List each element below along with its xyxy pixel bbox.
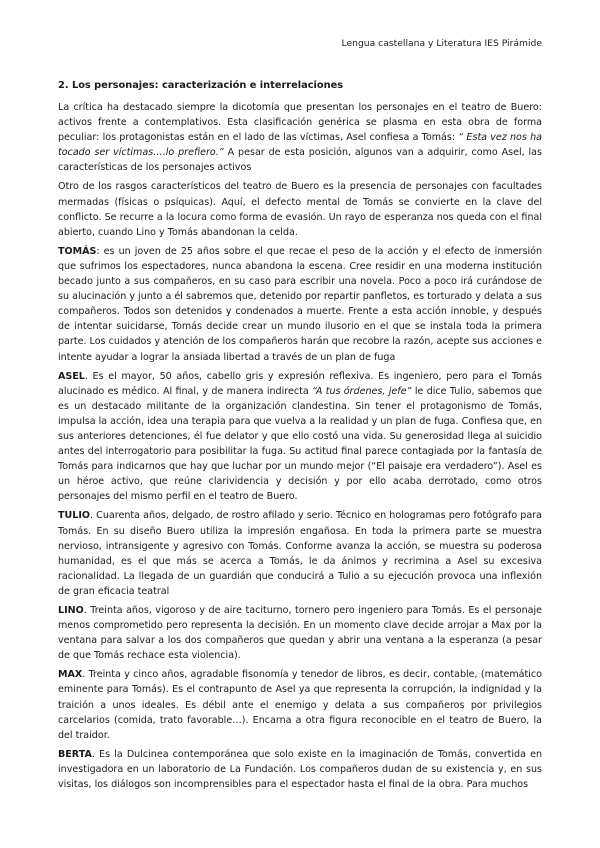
paragraph: [58, 179, 542, 239]
page-header: Lengua castellana y Literatura IES Pirámide: [341, 38, 542, 49]
quotation: “ Esta vez nos ha tocado ser víctimas….lo prefiero.”: [58, 132, 542, 159]
paragraph: [58, 667, 542, 742]
document-body: [58, 79, 542, 796]
character-name: TOMÁS: [58, 245, 97, 257]
paragraph-list: [58, 100, 542, 792]
paragraph-text: La crítica ha destacado siempre la dicotomía que presentan los personajes en el teatro de Buero: activos frente a contemplativos. Esta clasificación genérica se plasma en esta obra de forma peculiar: los protagonistas están en el lado de las víctimas, Asel confiesa a Tomás:: [58, 102, 542, 144]
paragraph: [58, 100, 542, 175]
paragraph: [58, 244, 542, 365]
paragraph-text: . Cuarenta años, delgado, de rostro afilado y serio. Técnico en hologramas pero fotógrafo para Tomás. En su diseño Buero utiliza la impresión engañosa. En toda la primera parte se muestra nervioso, intransigente y agresivo con Tomás. Conforme avanza la acción, se muestra su poderosa humanidad, es el que más se acerca a Tomás, le da ánimos y recrimina a Asel su excesiva racionalidad. La llegada de un guardián que conducirá a Tulio a su ejecución provoca una inflexión de gran eficacia teatral: [58, 510, 542, 597]
character-name: TULIO: [58, 510, 91, 522]
paragraph-text: . Treinta y cinco años, agradable fisonomía y tenedor de libros, es decir, contable, (matemático eminente para Tomás). Es el contrapunto de Asel ya que representa la corrupción, la indignidad y la traición a unos ideales. Es débil ante el enemigo y delata a sus compañeros por privilegios carcelarios (comida, trato favorable…). Encarna a otra figura reconocible en el teatro de Buero, la del traidor.: [58, 669, 542, 741]
paragraph: [58, 508, 542, 599]
quotation: “A tus órdenes, jefe”: [312, 385, 412, 397]
character-name: BERTA: [58, 748, 92, 760]
section-title: 2. Los personajes: caracterización e interrelaciones: [58, 80, 344, 91]
paragraph-text: . Es el mayor, 50 años, cabello gris y expresión reflexiva. Es ingeniero, pero para el Tomás alucinado es médico. Al final, y de manera indirecta: [58, 370, 542, 397]
paragraph: [58, 747, 542, 792]
paragraph-text: le dice Tulio, sabemos que es un destacado militante de la organización clandestina. Sin tener el protagonismo de Tomás, impulsa la acción, idea una terapia para que vuelva a la realidad y un plan de fuga. Confiesa que, en sus anteriores detenciones, él fue delator y que ello costó una vida. Su generosidad llega al suicidio antes del interrogatorio para posibilitar la fuga. Su actitud final parece contagiada por la fantasía de Tomás para indicarnos que hay que luchar por un mundo mejor (“El paisaje era verdadero”). Asel es un héroe activo, que reúne clarividencia y decisión y por ello acaba derrotado, como otros personajes del mismo perfil en el teatro de Buero.: [58, 385, 543, 503]
paragraph: [58, 603, 542, 663]
paragraph-text: A pesar de esta posición, algunos van a adquirir, como Asel, las características de los personajes activos: [58, 147, 542, 174]
paragraph-text: . Treinta años, vigoroso y de aire taciturno, tornero pero ingeniero para Tomás. Es el personaje menos comprometido pero representa la decisión. En un momento clave decide arrojar a Max por la ventana para salvar a los dos compañeros que quedan y abrir una ventana a la esperanza (a pesar de que Tomás rechace esta violencia).: [58, 605, 542, 662]
paragraph-text: . Es la Dulcinea contemporánea que solo existe en la imaginación de Tomás, convertida en investigadora en un laboratorio de La Fundación. Los compañeros dudan de su existencia y, en sus visitas, los diálogos son incomprensibles para el espectador hasta el final de la obra. Para muchos: [58, 748, 542, 791]
character-name: ASEL: [58, 370, 85, 382]
character-name: LINO: [58, 605, 84, 616]
paragraph-text: Otro de los rasgos característicos del teatro de Buero es la presencia de personajes con facultades mermadas (físicas o psíquicas). Aquí, el defecto mental de Tomás se convierte en la clave del conflicto. Se recurre a la locura como forma de evasión. Un rayo de esperanza nos queda con el final abierto, cuando Lino y Tomás abandonan la celda.: [58, 181, 542, 238]
paragraph: [58, 369, 542, 505]
paragraph-text: : es un joven de 25 años sobre el que recae el peso de la acción y el efecto de inmersión que sufrimos los espectadores, nunca abandona la escena. Cree residir en una moderna institución becado junto a sus compañeros, en su caso para escribir una novela. Poco a poco irá curándose de su alucinación y junto a él sabremos que, detenido por repartir panfletos, es torturado y delata a sus compañeros. Todos son detenidos y condenados a muerte. Frente a esta acción innoble, y después de intentar suicidarse, Tomás decide crear un mundo ilusorio en el que se instala toda la primera parte. Los cuidados y atención de los compañeros harán que recobre la razón, acepte sus acciones e intente ayudar a lograr la ansiada libertad a través de un plan de fuga: [58, 245, 542, 363]
character-name: MAX: [58, 669, 83, 681]
